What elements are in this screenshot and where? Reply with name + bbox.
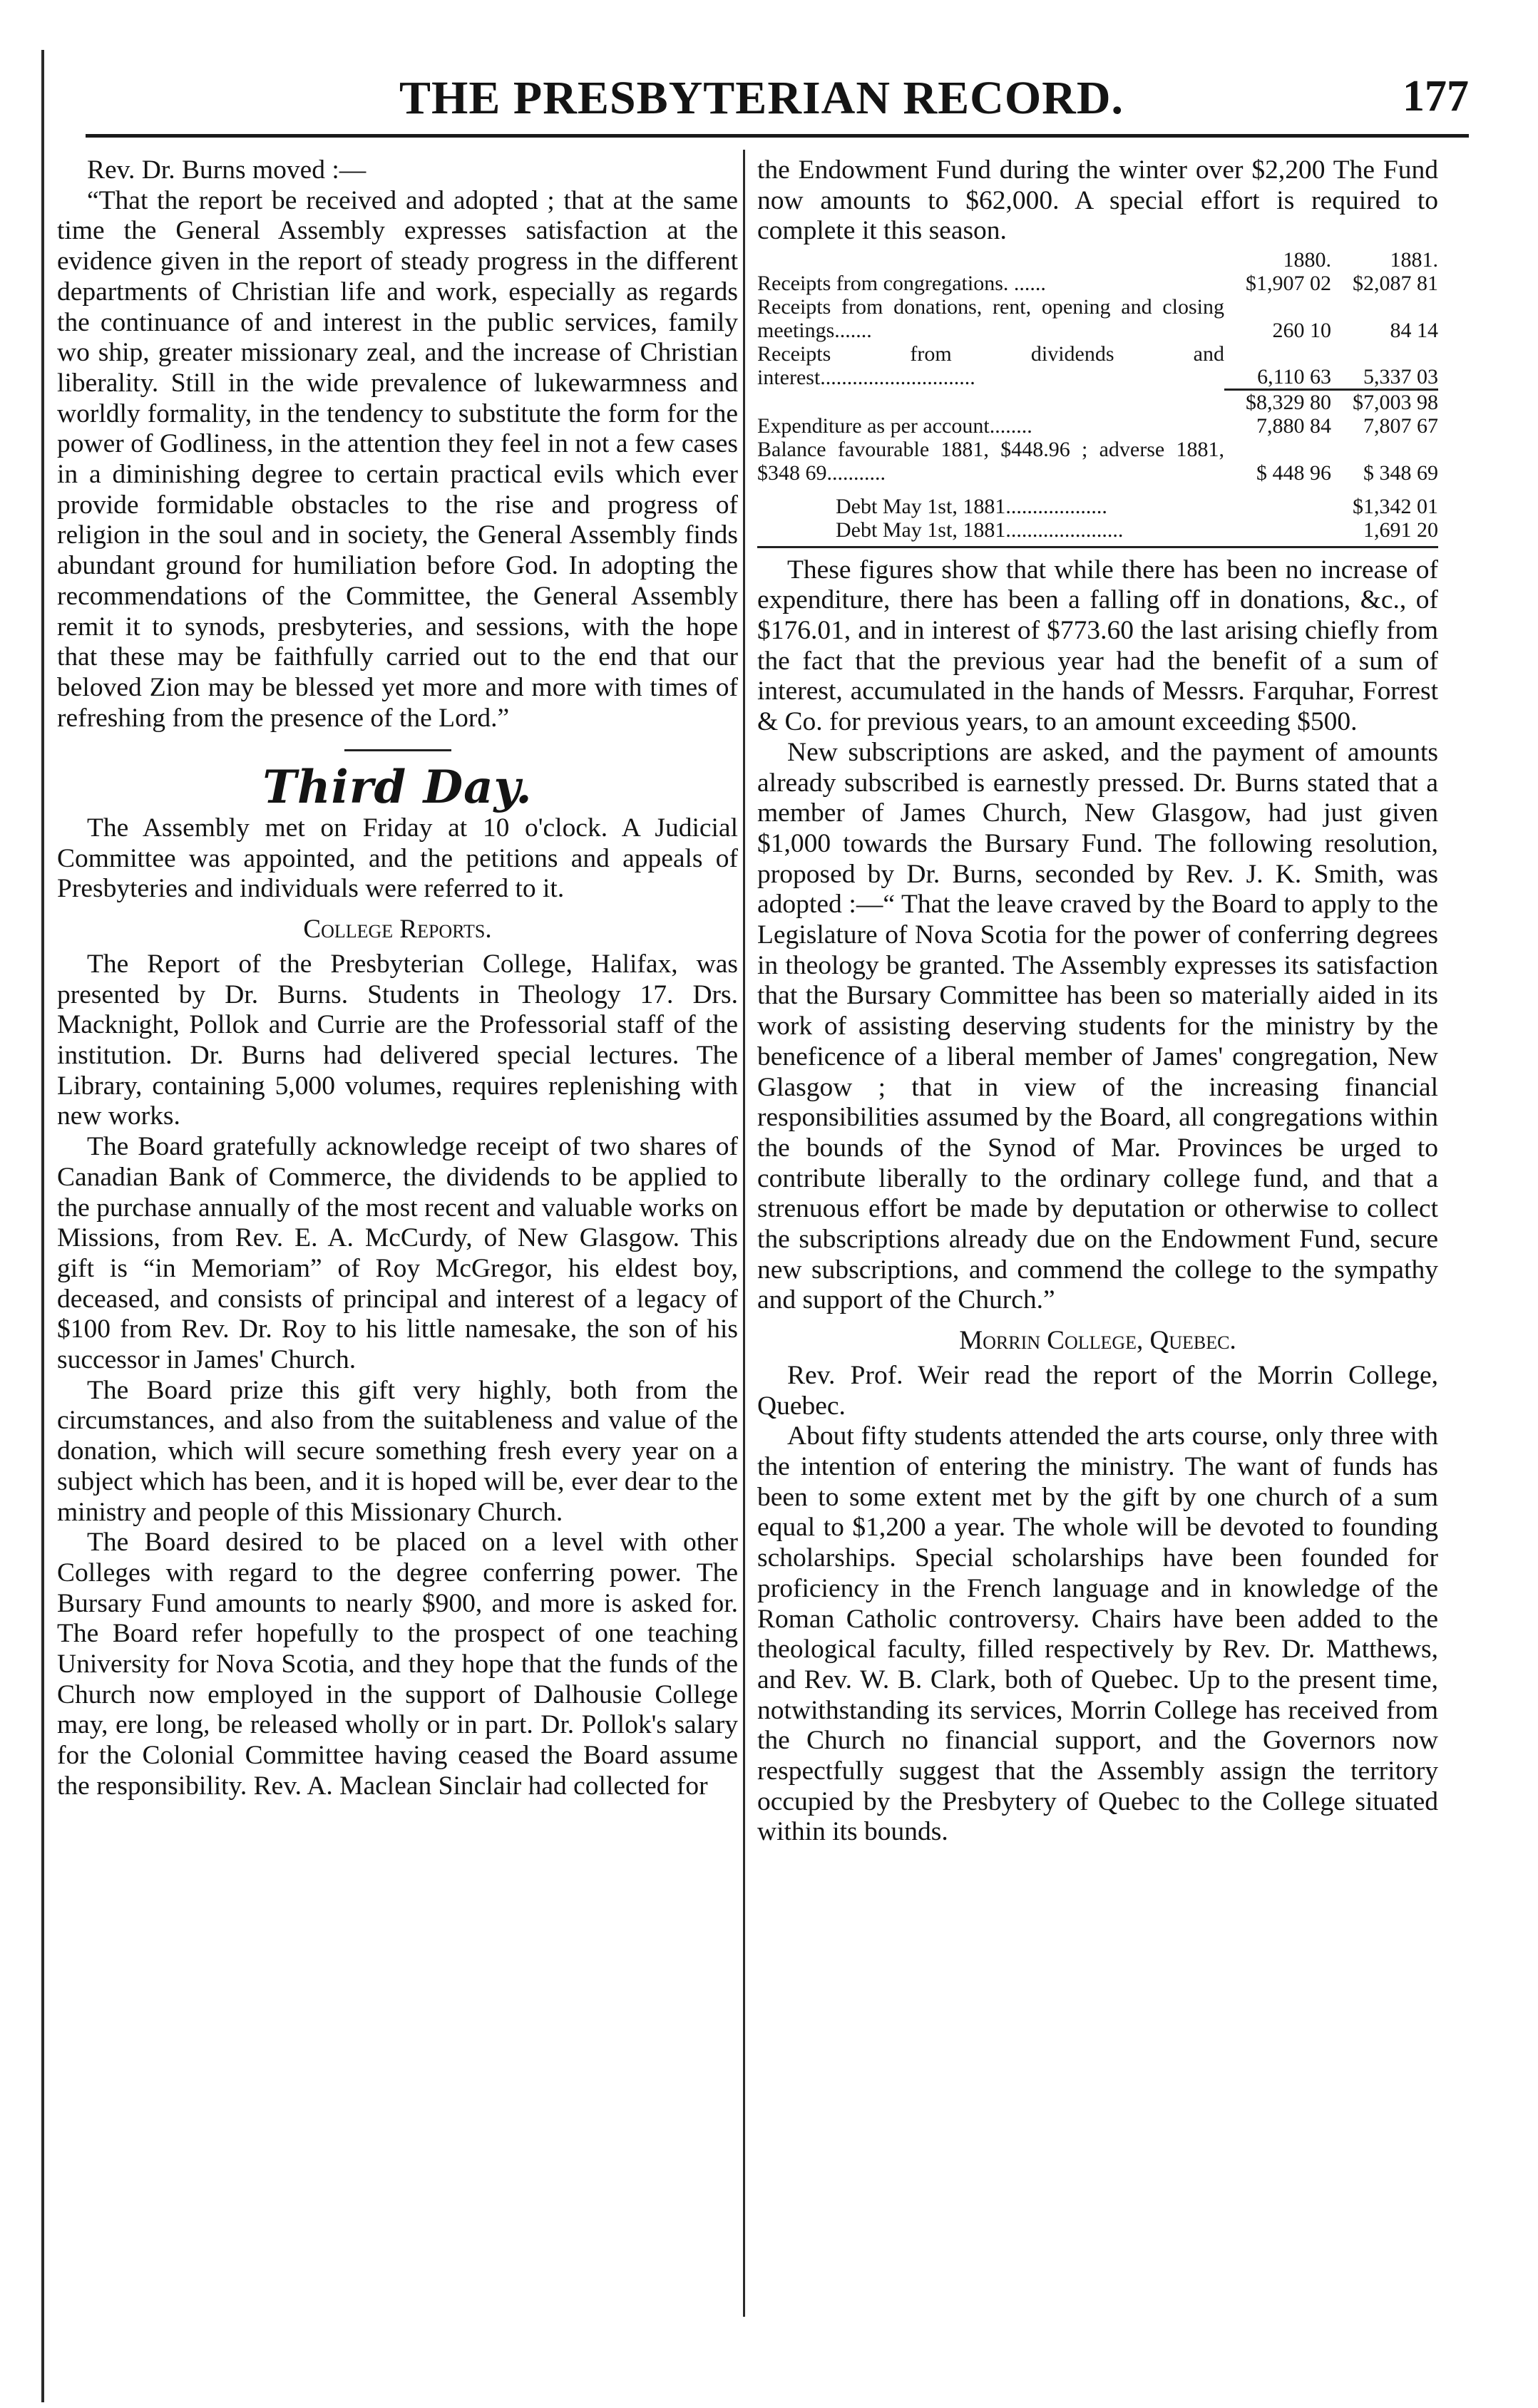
ledger-expenditure-1881: 7,807 67 (1363, 413, 1438, 438)
left-column (57, 155, 738, 1802)
debt-label: Debt May 1st, 1881................... (836, 494, 1107, 518)
debt-value: 1,691 20 (1363, 518, 1438, 542)
ledger-row-value-1881: 5,337 03 (1363, 364, 1438, 389)
financial-ledger (757, 248, 1438, 485)
morrin-students-paragraph: About fifty students attended the arts course, only three with the intention of entering the ministry. The want of funds has been to some extent met by the gift by one church of a sum equal to $1,200 a year. The whole will be devoted to founding scholarships. Special scholarships have been founded for proficiency in the French language and in knowledge of the Roman Catholic controversy. Chairs have been added to the theological faculty, filled respectively by Rev. Dr. Matthews, and Rev. W. B. Clark, both of Quebec. Up to the present time, notwithstanding its services, Morrin College has received from the Church no financial support, and the Governors now respectfully suggest that the Assembly assign the territory occupied by the Presbytery of Quebec to the College situated within its bounds. (757, 1421, 1438, 1847)
debt-line (836, 495, 1438, 518)
ledger-row-label: Receipts from congregations. ...... (757, 272, 1046, 296)
morrin-report-paragraph: Rev. Prof. Weir read the report of the Morrin College, Quebec. (757, 1360, 1438, 1421)
ledger-expenditure-1880: 7,880 84 (1256, 413, 1331, 438)
ledger-row-label: Receipts from dividends and interest............................. (757, 342, 1224, 390)
motion-text: “That the report be received and adopted ; that at the same time the General Assembly expresses satisfaction at the evidence given in the report of steady progress in the different departments of Christian life and work, especially as regards the continuance of and interest in the public services, family wo ship, greater missionary zeal, and the increase of Christian liberality. Still in the wide prevalence of lukewarmness and worldly formality, in the tendency to substitute the form for the power of Godliness, in the attention they feel in not a few cases in a diminishing degree to certain practical evils which ever provide formidable obstacles to the rise and progress of religion in the soul and in society, the General Assembly finds abundant ground for humiliation before God. In adopting the recommendations of the Committee, the General Assembly remit it to synods, presbyteries, and sessions, with the hope that these may be faithfully carried out to the end that our beloved Zion may be blessed yet more and more with times of refreshing from the presence of the Lord.” (57, 185, 738, 733)
page-header (86, 71, 1469, 150)
ledger-balance-1881: $ 348 69 (1363, 460, 1438, 485)
binding-edge-rule (41, 50, 44, 2402)
debt-line (836, 518, 1438, 542)
debt-rule (757, 546, 1438, 548)
subscriptions-paragraph: New subscriptions are asked, and the payment of amounts already subscribed is earnestly pressed. Dr. Burns stated that a member of James Church, New Glasgow, had just given $1,000 towards the Bursary Fund. The following resolution, proposed by Dr. Burns, seconded by Rev. J. K. Smith, was adopted :—“ That the leave craved by the Board to apply to the Legislature of Nova Scotia for the power of conferring degrees in theology be granted. The Assembly expresses its satisfaction that the Bursary Committee has been so materially aided in its work of assisting deserving students for the ministry by the beneficence of a liberal member of James' congregation, New Glasgow ; that in view of the increasing financial responsibilities assumed by the Board, all congregations within the bounds of the Synod of Mar. Provinces be urged to contribute liberally to the ordinary college fund, and that a strenuous effort be made by deputation or otherwise to collect the subscriptions already due on the Endowment Fund, secure new subscriptions, and commend the college to the sympathy and support of the Church.” (757, 737, 1438, 1315)
motion-intro: Rev. Dr. Burns moved :— (87, 155, 366, 185)
section-divider-rule (344, 749, 451, 751)
ledger-row-value-1880: 260 10 (1272, 319, 1331, 343)
header-rule (86, 134, 1469, 138)
ledger-expenditure-row (757, 414, 1438, 438)
ledger-total-row (757, 389, 1438, 414)
college-reports-heading: College Reports. (303, 915, 492, 945)
column-divider (743, 150, 745, 2317)
right-column (757, 155, 1438, 1848)
endowment-paragraph: the Endowment Fund during the winter over $2,200 The Fund now amounts to $62,000. A special effort is required to complete it this season. (757, 155, 1438, 246)
ledger-row (757, 295, 1438, 342)
page-number: 177 (1403, 72, 1469, 120)
ledger-row-value-1881: $2,087 81 (1353, 272, 1438, 296)
morrin-college-heading: Morrin College, Quebec. (959, 1326, 1236, 1356)
ledger-year-1: 1880. (1283, 248, 1331, 272)
debt-label: Debt May 1st, 1881...................... (836, 518, 1124, 542)
ledger-balance-row (757, 438, 1438, 485)
debt-summary (757, 495, 1438, 542)
ledger-total-1880: $8,329 80 (1224, 389, 1331, 414)
board-degree-paragraph: The Board desired to be placed on a level with other Colleges with regard to the degree conferring power. The Bursary Fund amounts to nearly $900, and more is asked for. The Board refer hopefully to the prospect of one teaching University for Nova Scotia, and they hope that the funds of the Church now employed in the support of Dalhousie College may, ere long, be released wholly or in part. Dr. Pollok's salary for the Colonial Committee having ceased the Board assume the responsibility. Rev. A. Maclean Sinclair had collected for (57, 1528, 738, 1801)
figures-paragraph: These figures show that while there has been no increase of expenditure, there has been a falling off in donations, &c., of $176.01, and in interest of $773.60 the last arising chiefly from the fact that the previous year had the benefit of a sum of interest, accumulated in the hands of Messrs. Farquhar, Forrest & Co. for previous years, to an amount exceeding $500. (757, 555, 1438, 737)
ledger-row (757, 342, 1438, 389)
ledger-expenditure-label: Expenditure as per account........ (757, 413, 1032, 438)
board-prize-paragraph: The Board prize this gift very highly, both from the circumstances, and also from the suitableness and value of the donation, which will secure something fresh every year on a subject which has been, and it is hoped will be, ever dear to the ministry and people of this Missionary Church. (57, 1375, 738, 1527)
ledger-row-value-1880: $1,907 02 (1246, 272, 1331, 296)
ledger-total-1881: $7,003 98 (1331, 389, 1438, 414)
ledger-row (757, 272, 1438, 295)
ledger-balance-1880: $ 448 96 (1256, 460, 1331, 485)
ledger-row-label: Receipts from donations, rent, opening and closing meetings....... (757, 295, 1224, 343)
ledger-row-value-1880: 6,110 63 (1257, 364, 1331, 389)
ledger-balance-label: Balance favourable 1881, $448.96 ; adverse 1881, $348 69........... (757, 437, 1224, 485)
publication-title: THE PRESBYTERIAN RECORD. (399, 72, 1124, 124)
college-report-paragraph: The Report of the Presbyterian College, Halifax, was presented by Dr. Burns. Students in Theology 17. Drs. Macknight, Pollok and Currie are the Professorial staff of the institution. Dr. Burns had delivered special lectures. The Library, containing 5,000 volumes, requires replenishing with new works. (57, 949, 738, 1131)
board-receipt-paragraph: The Board gratefully acknowledge receipt of two shares of Canadian Bank of Commerce, the dividends to be applied to the purchase annually of the most recent and valuable works on Missions, from Rev. E. A. McCurdy, of New Glasgow. This gift is “in Memoriam” of Roy McGregor, his eldest boy, deceased, and consists of principal and interest of a legacy of $100 from Rev. Dr. Roy to his little namesake, the son of his successor in James' Church. (57, 1132, 738, 1375)
ledger-row-value-1881: 84 14 (1390, 319, 1438, 343)
ledger-year-2: 1881. (1390, 248, 1438, 272)
ledger-header-row (757, 248, 1438, 272)
debt-value: $1,342 01 (1353, 494, 1438, 518)
assembly-paragraph: The Assembly met on Friday at 10 o'clock. A Judicial Committee was appointed, and the petitions and appeals of Presbyteries and individuals were referred to it. (57, 813, 738, 904)
day-heading: Third Day. (262, 761, 533, 815)
